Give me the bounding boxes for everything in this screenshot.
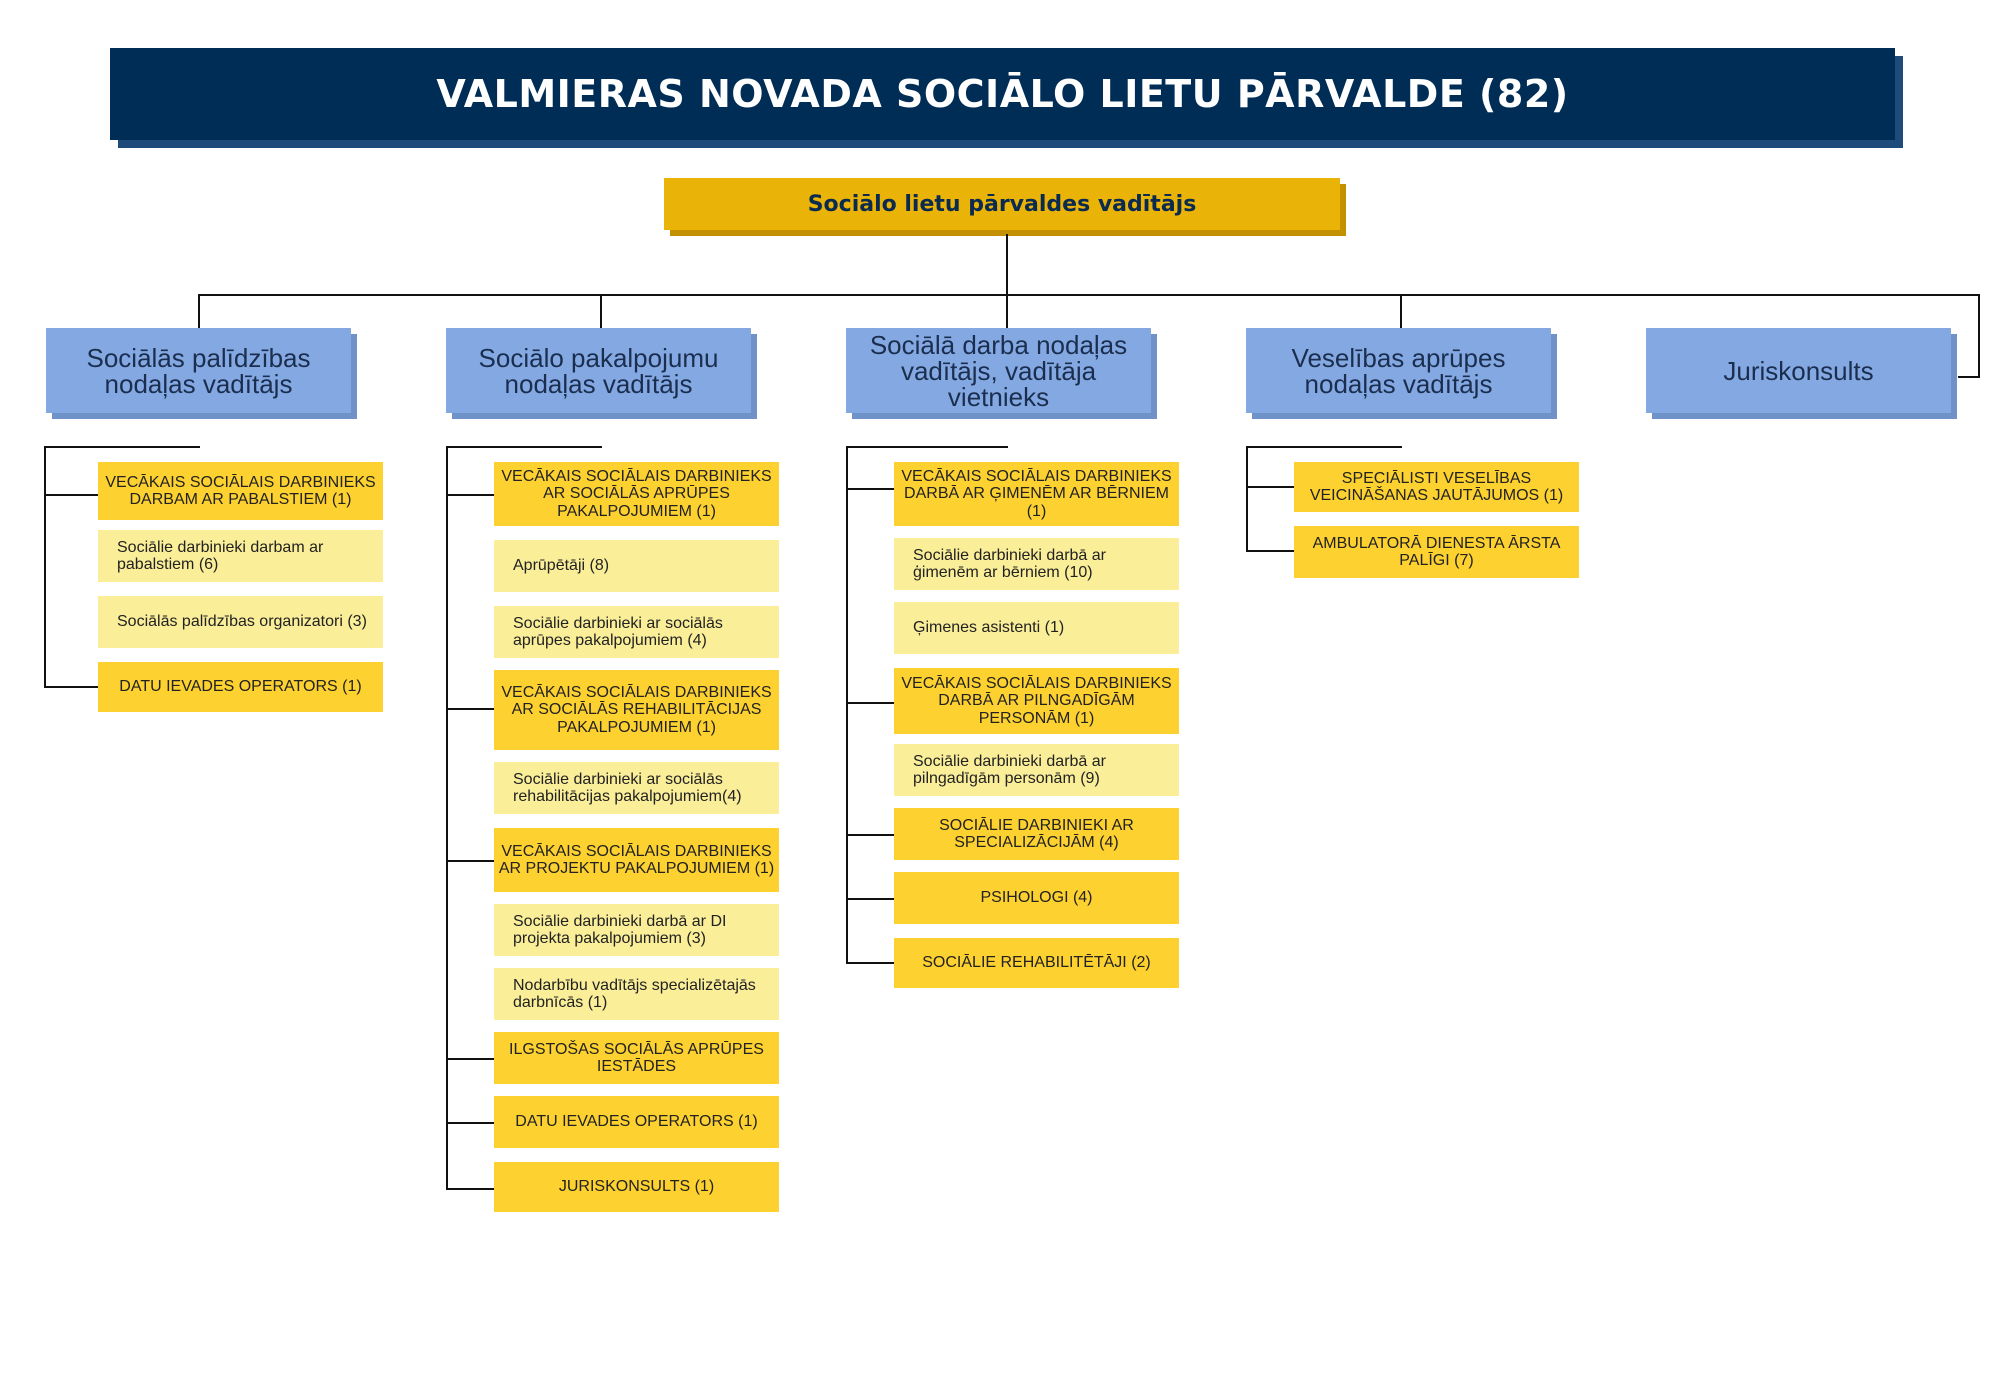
branch-line bbox=[846, 962, 894, 964]
page-title: VALMIERAS NOVADA SOCIĀLO LIETU PĀRVALDE (82) bbox=[436, 72, 1569, 116]
position-box: Ģimenes asistenti (1) bbox=[894, 602, 1179, 654]
position-box: SOCIĀLIE REHABILITĒTĀJI (2) bbox=[894, 938, 1179, 988]
position-box: VECĀKAIS SOCIĀLAIS DARBINIEKS DARBĀ AR ĢIMENĒM AR BĒRNIEM (1) bbox=[894, 462, 1179, 526]
position-box: ILGSTOŠAS SOCIĀLĀS APRŪPES IESTĀDES bbox=[494, 1032, 779, 1084]
department-drop bbox=[600, 294, 602, 328]
position-box: VECĀKAIS SOCIĀLAIS DARBINIEKS AR SOCIĀLĀS REHABILITĀCIJAS PAKALPOJUMIEM (1) bbox=[494, 670, 779, 750]
position-box: Sociālās palīdzības organizatori (3) bbox=[98, 596, 383, 648]
branch-line bbox=[446, 1122, 494, 1124]
branch-line bbox=[446, 1188, 494, 1190]
branch-line bbox=[446, 446, 602, 448]
branch-line bbox=[846, 446, 848, 964]
branch-line bbox=[846, 702, 894, 704]
branch-line bbox=[846, 898, 894, 900]
position-box: Sociālie darbinieki ar sociālās aprūpes pakalpojumiem (4) bbox=[494, 606, 779, 658]
position-box: VECĀKAIS SOCIĀLAIS DARBINIEKS AR PROJEKTU PAKALPOJUMIEM (1) bbox=[494, 828, 779, 892]
department-drop bbox=[198, 294, 200, 328]
position-box: Aprūpētāji (8) bbox=[494, 540, 779, 592]
position-box: PSIHOLOGI (4) bbox=[894, 872, 1179, 924]
branch-line bbox=[44, 446, 200, 448]
department-head-social-services: Sociālo pakalpojumu nodaļas vadītājs bbox=[446, 328, 751, 413]
department-head-legal-advisor: Juriskonsults bbox=[1646, 328, 1951, 413]
branch-line bbox=[1246, 446, 1248, 552]
branch-line bbox=[446, 446, 448, 1190]
branch-line bbox=[846, 446, 1008, 448]
department-drop bbox=[1958, 376, 1980, 378]
branch-line bbox=[846, 488, 894, 490]
departments-connector bbox=[198, 294, 1980, 296]
title-banner bbox=[110, 48, 1895, 140]
position-box: SOCIĀLIE DARBINIEKI AR SPECIALIZĀCIJĀM (4) bbox=[894, 808, 1179, 860]
director-connector bbox=[1006, 234, 1008, 295]
position-box: DATU IEVADES OPERATORS (1) bbox=[494, 1096, 779, 1148]
branch-line bbox=[44, 686, 98, 688]
branch-line bbox=[446, 860, 494, 862]
branch-line bbox=[446, 494, 494, 496]
department-drop bbox=[1978, 294, 1980, 377]
branch-line bbox=[446, 708, 494, 710]
position-box: Sociālie darbinieki darbā ar pilngadīgām personām (9) bbox=[894, 744, 1179, 796]
director-label: Sociālo lietu pārvaldes vadītājs bbox=[807, 191, 1197, 217]
director-box bbox=[664, 178, 1340, 230]
position-box: VECĀKAIS SOCIĀLAIS DARBINIEKS DARBĀ AR PILNGADĪGĀM PERSONĀM (1) bbox=[894, 668, 1179, 734]
position-box: Sociālie darbinieki darbā ar ģimenēm ar bērniem (10) bbox=[894, 538, 1179, 590]
branch-line bbox=[1246, 446, 1402, 448]
position-box: SPECIĀLISTI VESELĪBAS VEICINĀŠANAS JAUTĀJUMOS (1) bbox=[1294, 462, 1579, 512]
branch-line bbox=[44, 446, 46, 688]
department-head-social-work: Sociālā darba nodaļas vadītājs, vadītāja vietnieks bbox=[846, 328, 1151, 413]
branch-line bbox=[1246, 550, 1294, 552]
branch-line bbox=[1246, 486, 1294, 488]
branch-line bbox=[44, 494, 98, 496]
position-box: VECĀKAIS SOCIĀLAIS DARBINIEKS DARBAM AR PABALSTIEM (1) bbox=[98, 462, 383, 520]
position-box: Nodarbību vadītājs specializētajās darbnīcās (1) bbox=[494, 968, 779, 1020]
branch-line bbox=[846, 834, 894, 836]
position-box: Sociālie darbinieki darbā ar DI projekta pakalpojumiem (3) bbox=[494, 904, 779, 956]
position-box: AMBULATORĀ DIENESTA ĀRSTA PALĪGI (7) bbox=[1294, 526, 1579, 578]
position-box: DATU IEVADES OPERATORS (1) bbox=[98, 662, 383, 712]
department-head-social-assistance: Sociālās palīdzības nodaļas vadītājs bbox=[46, 328, 351, 413]
position-box: VECĀKAIS SOCIĀLAIS DARBINIEKS AR SOCIĀLĀS APRŪPES PAKALPOJUMIEM (1) bbox=[494, 462, 779, 526]
position-box: Sociālie darbinieki darbam ar pabalstiem (6) bbox=[98, 530, 383, 582]
department-head-health-care: Veselības aprūpes nodaļas vadītājs bbox=[1246, 328, 1551, 413]
department-drop bbox=[1400, 294, 1402, 328]
position-box: JURISKONSULTS (1) bbox=[494, 1162, 779, 1212]
branch-line bbox=[446, 1058, 494, 1060]
position-box: Sociālie darbinieki ar sociālās rehabilitācijas pakalpojumiem(4) bbox=[494, 762, 779, 814]
department-drop bbox=[1006, 294, 1008, 328]
